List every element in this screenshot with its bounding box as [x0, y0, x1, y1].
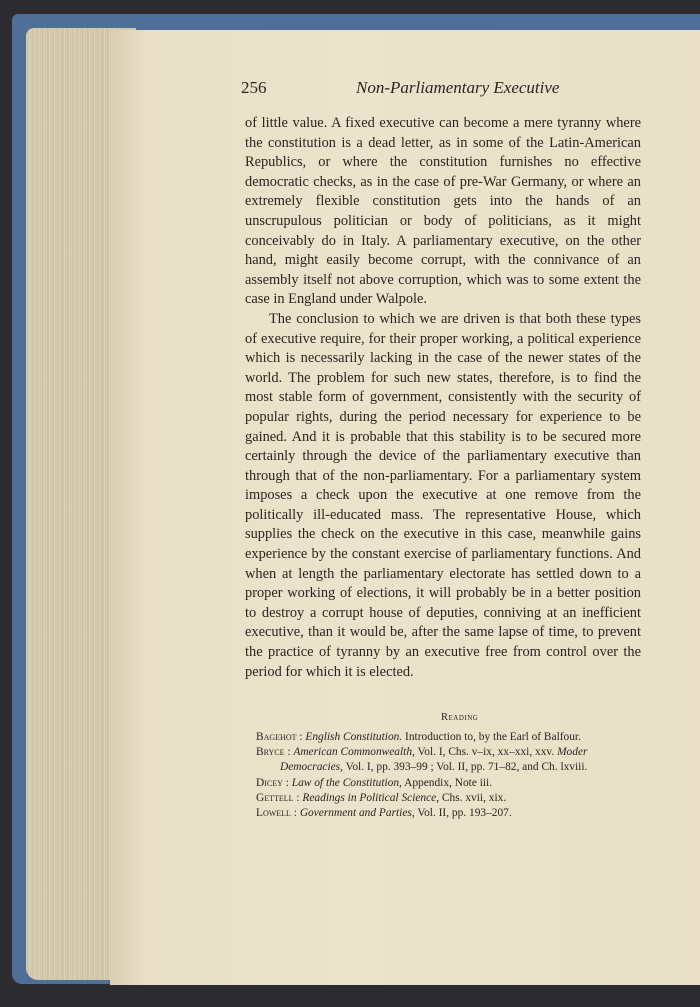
running-head: Non-Parliamentary Executive [356, 78, 560, 97]
bib-details: Appendix, Note iii. [401, 776, 493, 789]
bib-separator: : [293, 791, 303, 804]
bib-work: American Commonwealth, [293, 746, 415, 759]
paragraph-1: of little value. A fixed executive can become a mere tyranny where the constitution is a dead letter, as in some of the Latin-American Republics, or where the constitution furnishes no effective democratic checks, as in the case of pre-War Germany, or where an extremely flexible constitution gets into the hands of an unscrupulous politician or body of politicians, as it might conceivably do in Italy. A parliamentary executive, on the other hand, might easily become corrupt, with the connivance of an assembly itself not above corruption, which was to some extent the case in England under Walpole. [245, 115, 641, 308]
bib-entry-gettell [256, 791, 676, 806]
bib-details: Chs. xvii, xix. [439, 791, 507, 804]
bib-author: Bryce [256, 746, 285, 759]
page-header [241, 78, 596, 102]
bib-work: Law of the Constitution, [291, 776, 402, 789]
paragraph-2: The conclusion to which we are driven is that both these types of executive require, for their proper working, a political experience which is necessarily lacking in the case of the newer states of the world. The problem for such new states, therefore, is to find the most stable form of government, consistently with the security of popular rights, during the period necessary for experience to be gained. And it is probable that this stability is to be secured more certainly through the device of the parliamentary executive than through that of the non-parliamentary. For a parliamentary system imposes a check upon the executive at one remove from the politically ill-educated mass. The representative House, which supplies the check on the executive in this case, meanwhile gains experience by the constant exercise of parliamentary functions. And when at length the parliamentary electorate has settled down to a proper working of elections, it will probably be in a better position to destroy a corrupt house of deputies, conniving at an inefficient executive, than it would be, after the same lapse of time, to prevent the practice of tyranny by an executive free from control over the period for which it is elected. [245, 310, 641, 680]
bib-details: Introduction to, by the Earl of Balfour. [402, 731, 581, 743]
bib-work: Readings in Political Science, [302, 791, 440, 804]
bibliography [256, 730, 676, 821]
bib-work: English Constitution. [305, 731, 403, 743]
bib-details: Vol. I, Chs. v–ix, xx–xxi, xxv. [414, 746, 558, 759]
body-text [245, 114, 641, 682]
bib-author: Gettell [256, 791, 294, 804]
reading-heading: Reading [441, 712, 479, 723]
bib-author: Lowell [256, 807, 291, 820]
bib-entry-bryce [256, 745, 676, 760]
page-number: 256 [241, 78, 267, 97]
bib-work: Government and Parties, [299, 807, 415, 820]
bib-entry-bryce-continued [256, 760, 676, 775]
bib-separator: : [282, 776, 292, 789]
bib-details: Vol. II, pp. 193–207. [414, 807, 512, 820]
bib-work: Democracies, [280, 761, 343, 774]
bib-entry-bagehot [256, 730, 676, 745]
bib-separator: : [284, 746, 294, 759]
bib-details: Vol. I, pp. 393–99 ; Vol. II, pp. 71–82, and Ch. lxviii. [342, 761, 588, 774]
bib-entry-lowell [256, 806, 676, 821]
bib-separator: : [296, 731, 306, 743]
bib-author: Bagehot [256, 731, 297, 743]
bib-separator: : [290, 807, 300, 820]
bib-work: Moder [557, 746, 588, 759]
bib-author: Dicey [256, 776, 283, 789]
bib-entry-dicey [256, 776, 676, 791]
